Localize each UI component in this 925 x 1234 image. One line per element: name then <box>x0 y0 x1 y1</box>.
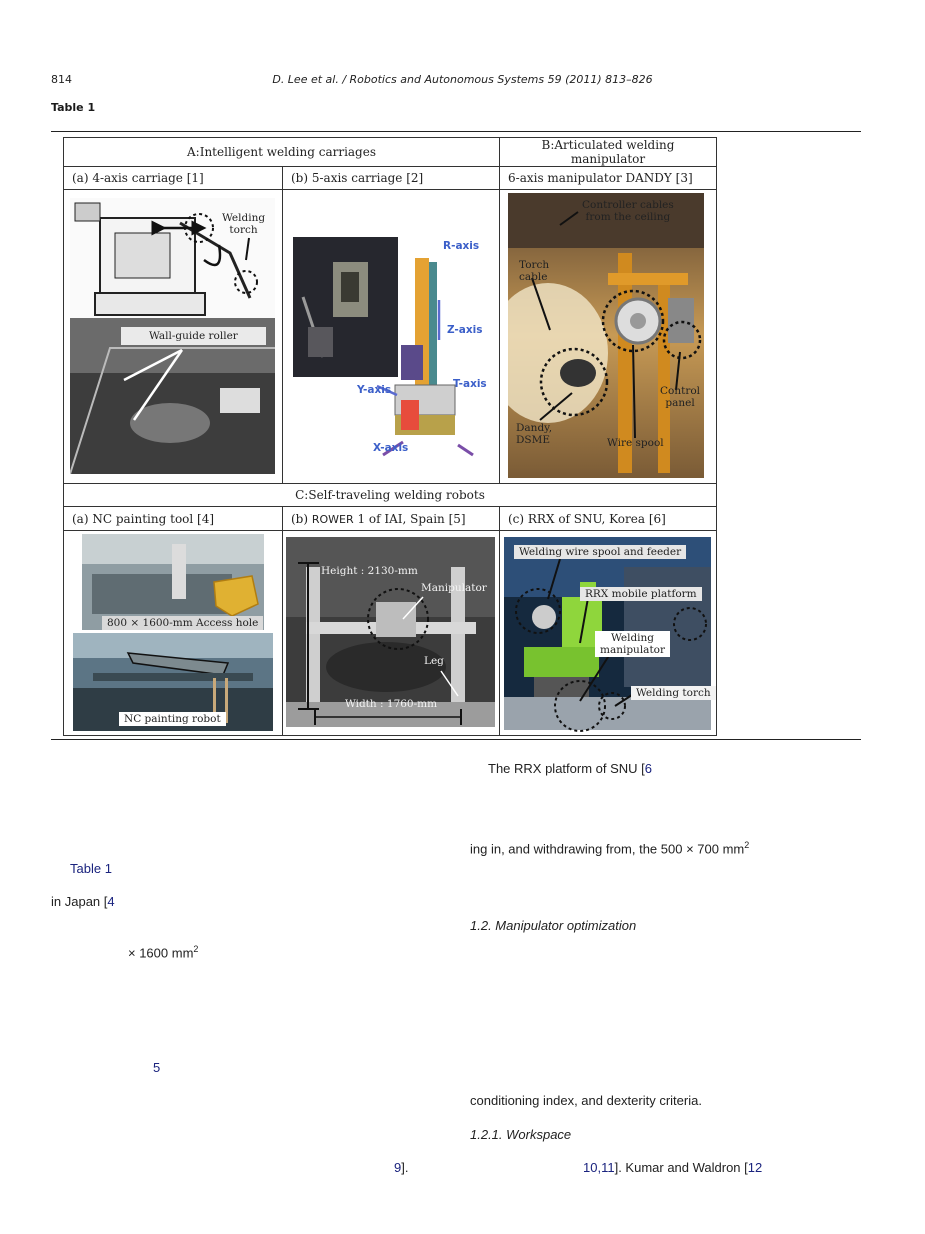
table-top-rule <box>51 131 861 132</box>
table-1-link[interactable]: Table 1 <box>70 861 112 876</box>
x-axis-label: X-axis <box>373 442 409 454</box>
image-dandy-manipulator <box>500 190 717 484</box>
rrx-platform-prefix: The RRX platform of SNU [ <box>488 761 645 776</box>
ref-4-link[interactable]: 4 <box>107 894 115 909</box>
5axis-diagram <box>283 190 500 484</box>
conditioning-text: conditioning index, and dexterity criteria. <box>470 1093 702 1108</box>
col-c2-suffix: 1 of IAI, Spain [5] <box>353 511 466 526</box>
rrx-manipulator-label: Welding manipulator <box>595 631 670 657</box>
table-bottom-rule <box>51 739 861 740</box>
subsection-heading-1-2-1: 1.2.1. Workspace <box>470 1127 572 1142</box>
ref-12-link[interactable]: 12 <box>747 1160 763 1175</box>
kumar-waldron-main: ]. Kumar and Waldron [ <box>614 1160 748 1175</box>
welding-torch-label: Welding torch <box>222 212 266 237</box>
r-axis-label: R-axis <box>443 240 480 252</box>
col-c2-header <box>283 507 500 531</box>
rower-manipulator-label: Manipulator <box>421 582 487 594</box>
rower-height-label: Height : 2130-mm <box>321 565 418 577</box>
col-c3-header: (c) RRX of SNU, Korea [6] <box>500 507 717 531</box>
col-a2-header: (b) 5-axis carriage [2] <box>283 167 500 190</box>
col-b-header: 6-axis manipulator DANDY [3] <box>500 167 717 190</box>
access-hole-text <box>470 840 749 856</box>
section-a-header: A:Intelligent welding carriages <box>64 138 500 167</box>
col-c1-header: (a) NC painting tool [4] <box>64 507 283 531</box>
image-rower <box>283 531 500 736</box>
col-c2-prefix: (b) <box>291 511 312 526</box>
ref-5-link[interactable]: 5 <box>153 1060 161 1075</box>
rrx-torch-label: Welding torch <box>631 686 716 700</box>
controller-cables-label: Controller cables from the ceiling <box>582 199 674 224</box>
rower-leg-label: Leg <box>424 655 444 667</box>
ref-9-suffix: ]. <box>401 1160 409 1175</box>
dimension-text-main: × 1600 mm <box>128 945 194 961</box>
ref-9-text <box>394 1160 408 1175</box>
z-axis-label: Z-axis <box>447 324 483 336</box>
access-hole-label: 800 × 1600-mm Access hole <box>102 616 263 630</box>
access-hole-text-main: ing in, and withdrawing from, the 500 × 700 mm <box>470 841 745 857</box>
running-header: D. Lee et al. / Robotics and Autonomous Systems 59 (2011) 813–826 <box>272 73 653 86</box>
figure-table <box>63 137 717 736</box>
rrx-platform-text <box>488 761 652 776</box>
table-label: Table 1 <box>51 101 96 114</box>
japan-text <box>51 894 115 909</box>
ref-10-11-link[interactable]: 10,11 <box>583 1160 615 1175</box>
image-5axis-carriage <box>283 190 500 484</box>
rower-name: ROWER <box>311 512 354 526</box>
rrx-feeder-label: Welding wire spool and feeder <box>514 545 686 559</box>
access-hole-text-sup: 2 <box>744 840 750 850</box>
wire-spool-label: Wire spool <box>607 437 664 449</box>
page-number: 814 <box>51 73 72 86</box>
image-4axis-carriage <box>64 190 283 484</box>
image-rrx <box>500 531 717 736</box>
control-panel-label: Control panel <box>660 385 701 410</box>
torch-cable-label: Torch cable <box>519 259 550 284</box>
y-axis-label: Y-axis <box>357 384 392 396</box>
t-axis-label: T-axis <box>453 378 487 390</box>
section-heading-1-2: 1.2. Manipulator optimization <box>470 918 637 933</box>
nc-painting-robot-label: NC painting robot <box>119 712 226 726</box>
col-a1-header: (a) 4-axis carriage [1] <box>64 167 283 190</box>
dandy-label: Dandy, DSME <box>516 422 553 447</box>
section-c-header: C:Self-traveling welding robots <box>64 484 717 507</box>
ref-6-link[interactable]: 6 <box>644 761 653 776</box>
ref-9-link[interactable]: 9 <box>394 1160 402 1175</box>
kumar-waldron-text <box>583 1160 762 1175</box>
section-b-header: B:Articulated welding manipulator <box>500 138 717 167</box>
rower-width-label: Width : 1760-mm <box>345 698 438 710</box>
rrx-platform-label: RRX mobile platform <box>580 587 702 601</box>
dimension-text <box>128 944 198 960</box>
dimension-text-sup: 2 <box>193 944 199 954</box>
wall-guide-label: Wall-guide roller <box>121 327 266 345</box>
japan-text-main: in Japan [ <box>51 894 108 909</box>
image-nc-painting-tool <box>64 531 283 736</box>
